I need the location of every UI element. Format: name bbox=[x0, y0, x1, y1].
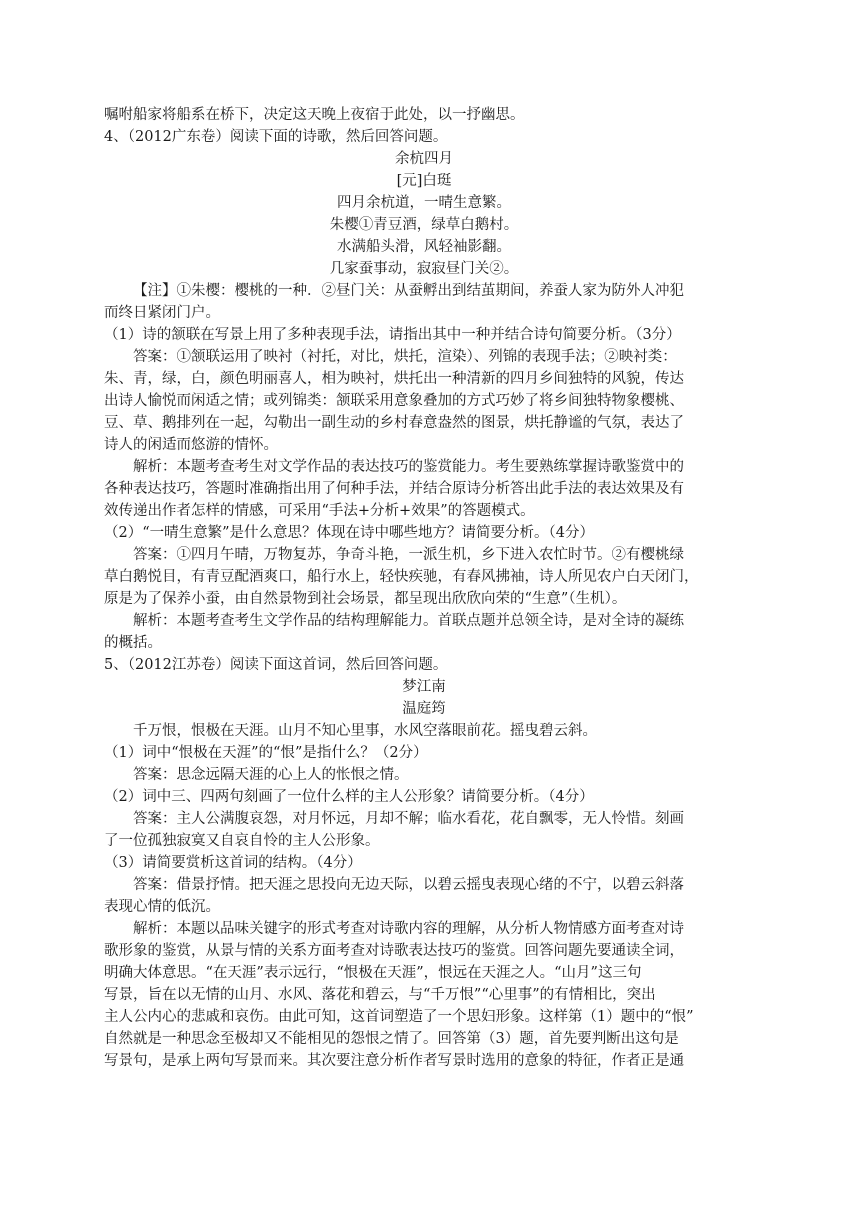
poem-line-3: 水满船头滑，风轻袖影翻。 bbox=[337, 239, 511, 255]
q4-sub1: （1）诗的颔联在写景上用了多种表现手法，请指出其中一种并结合诗句简要分析。（3分） bbox=[104, 327, 681, 343]
q5-sub1-answer: 答案：思念远隔天涯的心上人的怅恨之情。 bbox=[133, 767, 409, 783]
q4-sub1-answer-cont-1: 朱、青，绿，白，颜色明丽喜人，相为映衬，烘托出一种清新的四月乡间独特的风貌，传达 bbox=[104, 371, 684, 387]
q5-sub1: （1）词中“恨极在天涯”的“恨”是指什么？（2分） bbox=[104, 745, 428, 761]
q5-analysis-cont-2: 明确大体意思。“在天涯”表示远行，“恨极在天涯”，恨远在天涯之人。“山月”这三句 bbox=[104, 965, 642, 981]
q4-sub1-answer-cont-2: 出诗人愉悦而闲适之情；或列锦类：颔联采用意象叠加的方式巧妙了将乡间独特物象樱桃、 bbox=[104, 393, 684, 409]
q4-sub1-analysis: 解析：本题考查考生对文学作品的表达技巧的鉴赏能力。考生要熟练掌握诗歌鉴赏中的 bbox=[133, 459, 684, 475]
q5-sub3-answer-cont: 表现心情的低沉。 bbox=[104, 899, 220, 915]
q5-analysis-cont-6: 写景句，是承上两句写景而来。其次要注意分析作者写景时选用的意象的特征，作者正是通 bbox=[104, 1053, 684, 1069]
ci-title: 梦江南 bbox=[402, 679, 446, 695]
q5-sub2-answer-cont: 了一位孤独寂寞又自哀自怜的主人公形象。 bbox=[104, 833, 380, 849]
document-page bbox=[104, 104, 744, 1072]
q4-sub2-answer-cont-2: 原是为了保养小蚕，由自然景物到社会场景，都呈现出欣欣向荣的“生意”（生机）。 bbox=[104, 591, 627, 607]
question-4-heading: 4、（2012广东卷）阅读下面的诗歌，然后回答问题。 bbox=[104, 129, 448, 145]
q4-sub2-analysis-cont: 的概括。 bbox=[104, 635, 162, 651]
ci-text: 千万恨，恨极在天涯。山月不知心里事，水风空落眼前花。摇曳碧云斜。 bbox=[133, 723, 597, 739]
q5-analysis-cont-4: 主人公内心的悲戚和哀伤。由此可知，这首词塑造了一个思妇形象。这样第（1）题中的“恨” bbox=[104, 1009, 694, 1025]
q4-sub1-answer-cont-3: 豆、草、鹅排列在一起，勾勒出一副生动的乡村春意盎然的图景，烘托静谧的气氛，表达了 bbox=[104, 415, 684, 431]
q5-sub2-answer: 答案：主人公满腹哀怨，对月怀远，月却不解；临水看花，花自飘零，无人怜惜。刻画 bbox=[133, 811, 684, 827]
q5-sub2: （2）词中三、四两句刻画了一位什么样的主人公形象？请简要分析。（4分） bbox=[104, 789, 594, 805]
q4-sub2: （2）“一晴生意繁”是什么意思？体现在诗中哪些地方？请简要分析。（4分） bbox=[104, 525, 595, 541]
q5-analysis-cont-5: 自然就是一种思念至极却又不能相见的怨恨之情了。回答第（3）题，首先要判断出这句是 bbox=[104, 1031, 679, 1047]
q4-sub2-answer: 答案：①四月午晴，万物复苏，争奇斗艳，一派生机，乡下进入农忙时节。②有樱桃绿 bbox=[133, 547, 684, 563]
q5-analysis: 解析：本题以品味关键字的形式考查对诗歌内容的理解，从分析人物情感方面考查对诗 bbox=[133, 921, 684, 937]
poem-note: 【注】①朱樱：樱桃的一种．②昼门关：从蚕孵出到结茧期间，养蚕人家为防外人冲犯 bbox=[133, 283, 684, 299]
q4-sub1-analysis-cont-2: 效传递出作者怎样的情感，可采用“手法+分析+效果”的答题模式。 bbox=[104, 503, 535, 519]
q4-sub1-answer-cont-4: 诗人的闲适而悠游的情怀。 bbox=[104, 437, 278, 453]
q5-sub3: （3）请简要赏析这首词的结构。（4分） bbox=[104, 855, 362, 871]
poem-line-2: 朱樱①青豆酒，绿草白鹅村。 bbox=[329, 217, 519, 233]
q5-analysis-cont-1: 歌形象的鉴赏，从景与情的关系方面考查对诗歌表达技巧的鉴赏。回答问题先要通读全词， bbox=[104, 943, 684, 959]
question-5-heading: 5、（2012江苏卷）阅读下面这首词，然后回答问题。 bbox=[104, 657, 448, 673]
poem-line-4: 几家蚕事动，寂寂昼门关②。 bbox=[329, 261, 519, 277]
q4-sub1-answer: 答案：①颔联运用了映衬（衬托，对比，烘托，渲染）、列锦的表现手法；②映衬类： bbox=[133, 349, 677, 365]
poem-note-cont: 而终日紧闭门户。 bbox=[104, 305, 220, 321]
q4-sub2-analysis: 解析：本题考查考生文学作品的结构理解能力。首联点题并总领全诗，是对全诗的凝练 bbox=[133, 613, 684, 629]
q4-sub1-analysis-cont-1: 各种表达技巧，答题时准确指出用了何种手法，并结合原诗分析答出此手法的表达效果及有 bbox=[104, 481, 684, 497]
poem-line-1: 四月余杭道，一晴生意繁。 bbox=[337, 195, 511, 211]
poem-title: 余杭四月 bbox=[395, 151, 453, 167]
q5-analysis-cont-3: 写景，旨在以无情的山月、水风、落花和碧云，与“千万恨”“心里事”的有情相比，突出 bbox=[104, 987, 656, 1003]
ci-author: 温庭筠 bbox=[402, 701, 446, 717]
q4-sub2-answer-cont-1: 草白鹅悦目，有青豆配酒爽口，船行水上，轻快疾驰，有春风拂袖，诗人所见农户白天闭门， bbox=[104, 569, 699, 585]
text-line-1: 嘱咐船家将船系在桥下，决定这天晚上夜宿于此处，以一抒幽思。 bbox=[104, 107, 525, 123]
q5-sub3-answer: 答案：借景抒情。把天涯之思投向无边天际，以碧云摇曳表现心绪的不宁，以碧云斜落 bbox=[133, 877, 684, 893]
poem-author: [元]白珽 bbox=[396, 173, 452, 189]
